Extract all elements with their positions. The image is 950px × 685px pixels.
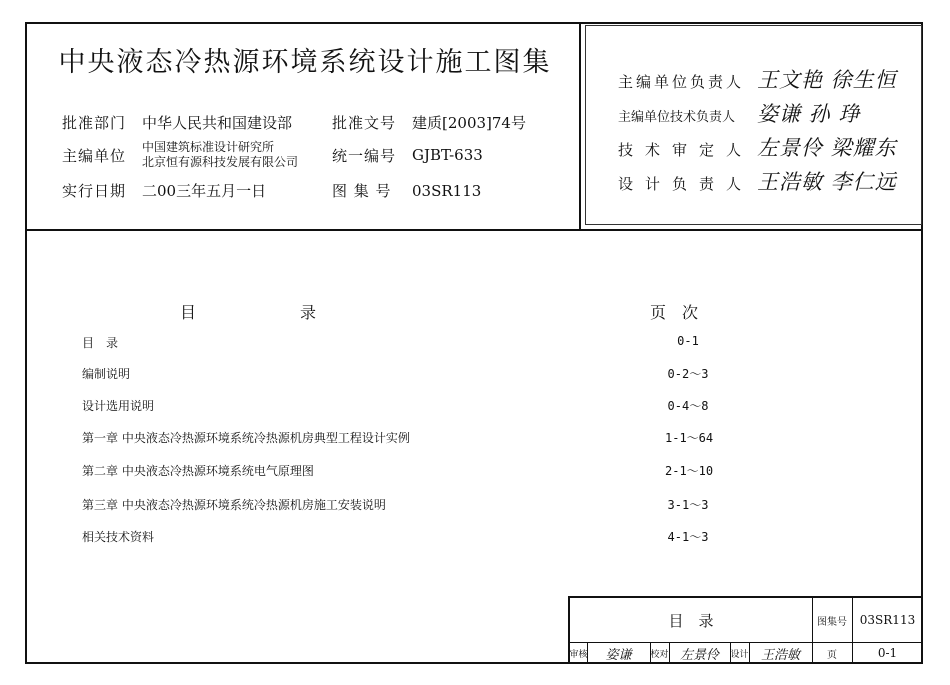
toc-item-title: 编制说明: [82, 367, 131, 381]
unified-no-label: 统一编号: [332, 146, 397, 165]
responsible-signatures: 姿谦 孙 琤: [757, 102, 861, 126]
toc-item-title: 第二章 中央液态冷热源环境系统电气原理图: [82, 464, 314, 478]
toc-item-title: 目 录: [82, 336, 119, 350]
atlas-no-cell-value: 03SR113: [859, 613, 916, 627]
responsible-row: [618, 132, 897, 162]
responsible-signatures: 王文艳 徐生恒: [757, 68, 897, 92]
header-divider: [25, 229, 923, 231]
responsible-label: 主编单位负责人: [618, 73, 745, 91]
check-signature: 左景伶: [679, 647, 719, 663]
toc-heading-page: 页 次: [650, 303, 699, 322]
responsible-row: [618, 64, 897, 94]
toc-heading-2: 录: [300, 303, 317, 322]
responsible-signatures: 左景伶 梁耀东: [757, 136, 897, 160]
unified-no-value: GJBT-633: [412, 146, 483, 164]
effective-date-value: 二00三年五月一日: [142, 182, 267, 200]
toc-item-title: 设计选用说明: [82, 399, 155, 413]
chief-unit-label: 主编单位: [62, 146, 127, 165]
document-title: 中央液态冷热源环境系统设计施工图集: [58, 47, 552, 78]
responsible-row: [618, 166, 897, 196]
review-signature: 姿谦: [605, 647, 632, 663]
title-block: [568, 596, 923, 664]
chief-unit-value-2: 北京恒有源科技发展有限公司: [142, 155, 299, 169]
page-label: 页: [827, 649, 837, 661]
check-label: 校对: [650, 649, 669, 660]
atlas-no-cell-label: 图集号: [817, 616, 847, 628]
info-row-effective: [62, 180, 481, 201]
toc-item-page: 0-4～8: [667, 399, 709, 413]
responsible-label: 主编单位技术负责人: [618, 110, 736, 125]
atlas-no-value: 03SR113: [412, 182, 482, 200]
header-separator: [579, 22, 581, 229]
toc-item-title: 第三章 中央液态冷热源环境系统冷热源机房施工安装说明: [82, 498, 386, 512]
toc-item-page: 4-1～3: [667, 530, 709, 544]
design-signature: 王浩敏: [760, 647, 800, 663]
approval-doc-label: 批准文号: [332, 114, 397, 132]
toc-item-page: 3-1～3: [667, 498, 709, 512]
approval-dept-value: 中华人民共和国建设部: [142, 114, 293, 132]
info-row-chief-unit: [62, 140, 483, 170]
toc-heading-1: 目: [180, 303, 197, 322]
responsible-row: [618, 98, 860, 128]
atlas-no-label: 图 集 号: [332, 182, 392, 200]
page-value: 0-1: [877, 646, 898, 660]
approval-doc-value: 建质[2003]74号: [412, 114, 526, 132]
review-label: 审核: [569, 649, 588, 660]
responsible-label: 设计负责人: [618, 175, 754, 193]
toc-item-page: 2-1～10: [665, 464, 714, 478]
chief-unit-value-1: 中国建筑标准设计研究所: [142, 140, 275, 154]
sheet-title: 目 录: [668, 611, 714, 630]
responsible-signatures: 王浩敏 李仁远: [757, 170, 897, 194]
info-row-approval: [62, 112, 526, 133]
toc-item-page: 1-1～64: [665, 431, 714, 445]
effective-date-label: 实行日期: [62, 182, 127, 200]
responsible-label: 技术审定人: [618, 141, 754, 159]
approval-dept-label: 批准部门: [62, 114, 127, 132]
toc-item-page: 0-2～3: [667, 367, 709, 381]
toc-item-title: 第一章 中央液态冷热源环境系统冷热源机房典型工程设计实例: [82, 431, 410, 445]
toc-item-page: 0-1: [677, 334, 699, 348]
design-label: 设计: [730, 649, 749, 660]
toc-item-title: 相关技术资料: [82, 530, 155, 544]
